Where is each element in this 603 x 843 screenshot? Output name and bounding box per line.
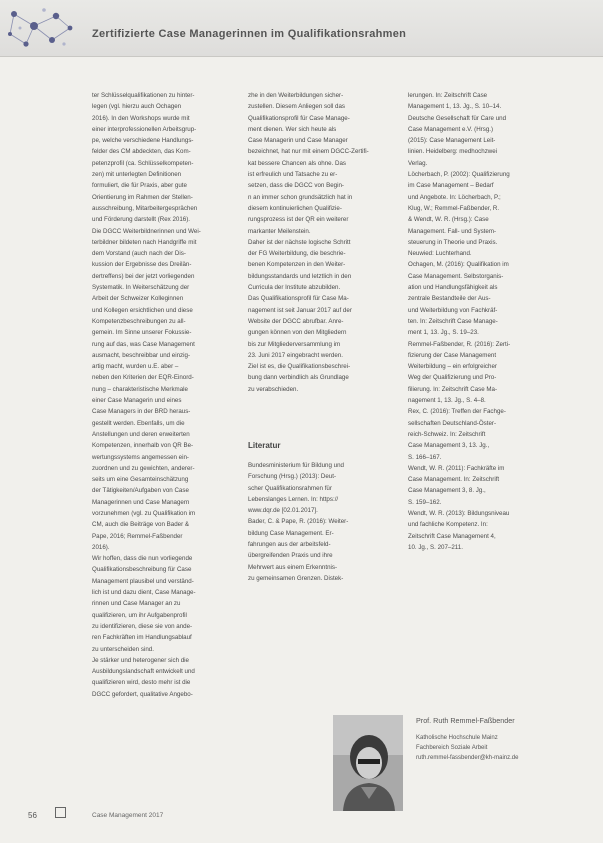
- author-affiliation-1: Katholische Hochschule Mainz: [416, 735, 498, 741]
- body-column-2: zhe in den Weiterbildungen sicher- zustellen. Diesem Anliegen soll das Qualifikationsprofil für Case Manage- ment dienen. Wer sich heute als Case Managerin und Case Manager bezeichnet, hat nur mit einem DGCC-Zertifi- kat bessere Chancen als ohne. Das ist erfreulich und Tatsache zu er- setzen, dass die DGCC von Begin- n an immer schon grundsätzlich hat in diesem kontinuierlichen Qualifizie- rungsprozess ist der QR ein weiterer markanter Meilenstein. Daher ist der nächste logische Schritt der FG Weiterbildung, die beschrie- benen Kompetenzen in den Weiter- bildungsstandards und letztlich in den Curricula der Institute abzubilden. Das Qualifikationsprofil für Case Ma- nagement ist seit Januar 2017 auf der Website der DGCC abrufbar. Anre- gungen können von den Mitgliedern bis zur Mitgliederversammlung im 23. Juni 2017 eingebracht werden. Ziel ist es, die Qualifikationsbeschrei- bung dann verbindlich als Grundlage zu verabschieden.: [248, 92, 369, 393]
- page-number: 56: [28, 811, 37, 820]
- header-band: [0, 0, 603, 57]
- author-name: Prof. Ruth Remmel-Faßbender: [416, 716, 515, 725]
- running-header-title: Zertifizierte Case Managerinnen im Qualifikationsrahmen: [92, 28, 407, 40]
- journal-book-icon: [55, 807, 66, 818]
- literature-list-right: lerungen. In: Zeitschrift Case Management 1, 13. Jg., S. 10–14. Deutsche Gesellschaft für Care und Case Management e.V. (Hrsg.) (2015): Case Management Leit- linien. Heidelberg: medhochzwei Verlag. Löcherbach, P. (2002): Qualifizierung im Case Management – Bedarf und Angebote. In: Löcherbach, P.; Klug, W.; Remmel-Faßbender, R. & Wendt, W. R. (Hrsg.): Case Management. Fall- und System- steuerung in Theorie und Praxis. Neuwied: Luchterhand. Ochagen, M. (2016): Qualifikation im Case Management. Selbstorganis- ation und Handlungsfähigkeit als zentrale Bestandteile der Aus- und Weiterbildung von Fachkräf- ten. In: Zeitschrift Case Manage- ment 1, 13. Jg., S. 19–23. Remmel-Faßbender, R. (2016): Zerti- fizierung der Case Management Weiterbildung – ein erfolgreicher Weg der Qualifizierung und Pro- filierung. In: Zeitschrift Case Ma- nagement 1, 13. Jg., S. 4–8. Rex, C. (2016): Treffen der Fachge- sellschaften Deutschland-Öster- reich-Schweiz. In: Zeitschrift Case Management 3, 13. Jg., S. 166–167. Wendt, W. R. (2011): Fachkräfte im Case Management. In: Zeitschrift Case Management 3, 8. Jg., S. 159–162. Wendt, W. R. (2013): Bildungsniveau und fachliche Kompetenz. In: Zeitschrift Case Management 4, 10. Jg., S. 207–211.: [408, 92, 511, 551]
- author-email: ruth.remmel-fassbender@kh-mainz.de: [416, 755, 519, 761]
- author-box: [416, 716, 566, 763]
- author-affiliation-2: Fachbereich Soziale Arbeit: [416, 745, 488, 751]
- footer-journal: Case Management 2017: [92, 812, 164, 819]
- literature-heading: Literatur: [248, 441, 281, 450]
- network-logo-icon: [6, 4, 76, 52]
- body-column-1: ter Schlüsselqualifikationen zu hinter- legen (vgl. hierzu auch Ochagen 2016). In den Workshops wurde mit einer interprofessionellen Arbeitsgrup- pe, welche verschiedene Handlungs- felder des CM abdeckten, das Kom- petenzprofil (ca. Schlüsselkompeten- zen) mit unterlegten Definitionen formuliert, die für Praxis, aber gute Orientierung im Rahmen der Stellen- ausschreibung, Mitarbeitergesprächen und Förderung darstellt (Rex 2016). Die DGCC Weiterbildnerinnen und Wei- terbildner bildeten nach Handgriffe mit dem Vorstand (auch nach der Dis- kussion der Ergebnisse des Dreilän- dertreffens) bei der jetzt vorliegenden Systematik. In Weiterschätzung der Arbeit der Schweizer Kolleginnen und Kollegen ersichtlichen und diese Kompetenzbeschreibungen zu all- gemein. Im Sinne unserer Fokussie- rung auf das, was Case Management ausmacht, beschreibbar und einzig- artig macht, wurden u.E. aber – neben den Kriterien der EQR-Einord- nung – charakteristische Merkmale einer Case Managerin und eines Case Managers in der BRD heraus- gestellt werden. Ebenfalls, um die Anstellungen und deren erweiterten Kompetenzen, innerhalb von QR Be- wertungssystems angemessen ein- zuordnen und zu gewichten, anderer- seits um eine Gesamteinschätzung der Tätigkeiten/Aufgaben von Case Managerinnen und Case Managern vorzunehmen (vgl. zu Qualifikation im CM, auch die Beiträge von Bader & Pape, 2016; Remmel-Faßbender 2016). Wir hoffen, dass die nun vorliegende Qualifikationsbeschreibung für Case Management plausibel und verständ- lich ist und dazu dient, Case Manage- rinnen und Case Manager an zu qualifizieren, um ihr Aufgabenprofil zu identifizieren, diese sie von ande- ren Fachkräften im Handlungsablauf zu unterscheiden sind. Je stärker und heterogener sich die Ausbildungslandschaft entwickelt und qualifizieren wird, desto mehr ist die DGCC gefordert, qualitative Angebo-: [92, 92, 201, 698]
- literature-list-left: Bundesministerium für Bildung und Forschung (Hrsg.) (2013): Deut- scher Qualifikationsrahmen für Lebenslanges Lernen. In: https:// www.dqr.de [02.01.2017]. Bader, C. & Pape, R. (2016): Weiter- bildung Case Management. Er- fahrungen aus der arbeitsfeld- übergreifenden Praxis und ihre Mehrwert aus einem Erkenntnis- zu gemeinsamen Grenzen. Distek-: [248, 462, 349, 582]
- author-photo: [333, 715, 403, 811]
